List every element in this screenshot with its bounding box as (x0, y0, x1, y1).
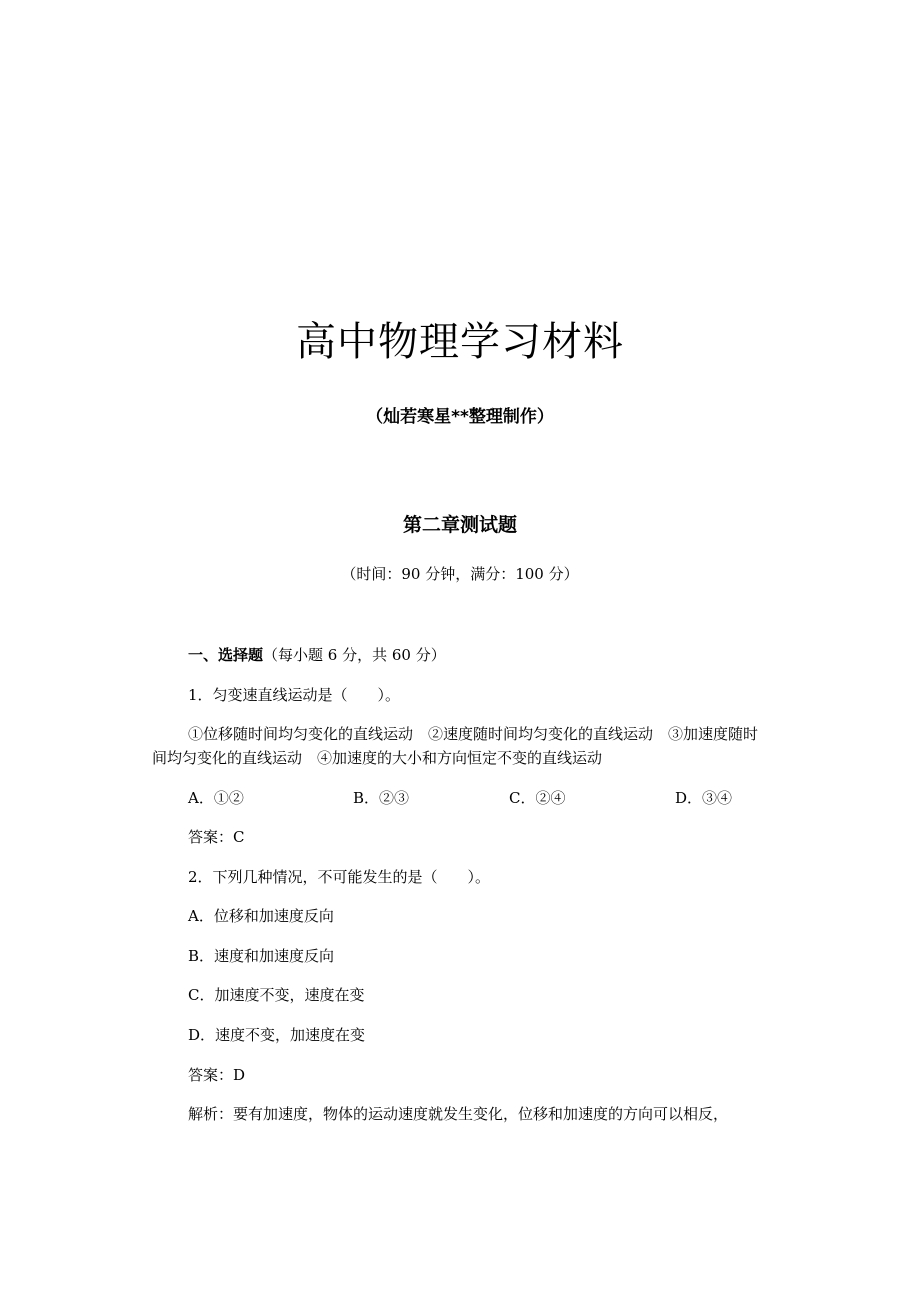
question-2-stem: 2．下列几种情况，不可能发生的是（ ）。 (188, 868, 491, 886)
chapter-title: 第二章测试题 (402, 514, 517, 536)
question-1-stem: 1．匀变速直线运动是（ ）。 (188, 686, 401, 704)
question-2-option-d: D．速度不变，加速度在变 (188, 1026, 366, 1044)
question-2-option-c: C．加速度不变，速度在变 (188, 986, 365, 1004)
time-info: （时间：90 分钟，满分：100 分） (341, 565, 579, 583)
page-title: 高中物理学习材料 (296, 319, 624, 365)
section-heading (188, 645, 446, 665)
question-2-analysis: 解析：要有加速度，物体的运动速度就发生变化，位移和加速度的方向可以相反， (188, 1105, 729, 1123)
question-1-option-d: D．③④ (675, 789, 733, 807)
question-2-answer: 答案：D (188, 1066, 246, 1084)
section-heading-label: 一、选择题 (188, 646, 264, 664)
question-2-option-a: A．位移和加速度反向 (188, 907, 334, 925)
page-subtitle: （灿若寒星**整理制作） (366, 407, 554, 427)
question-1-option-b: B．②③ (353, 789, 410, 807)
question-2-option-b: B．速度和加速度反向 (188, 947, 335, 965)
question-1-option-c: C．②④ (509, 789, 566, 807)
question-1-answer: 答案：C (188, 828, 245, 846)
question-1-option-a: A．①② (188, 789, 244, 807)
section-heading-note: （每小题 6 分，共 60 分） (263, 646, 446, 664)
question-1-statements: ①位移随时间均匀变化的直线运动 ②速度随时间均匀变化的直线运动 ③加速度随时间均匀变化的直线运动 ④加速度的大小和方向恒定不变的直线运动 (152, 725, 759, 767)
